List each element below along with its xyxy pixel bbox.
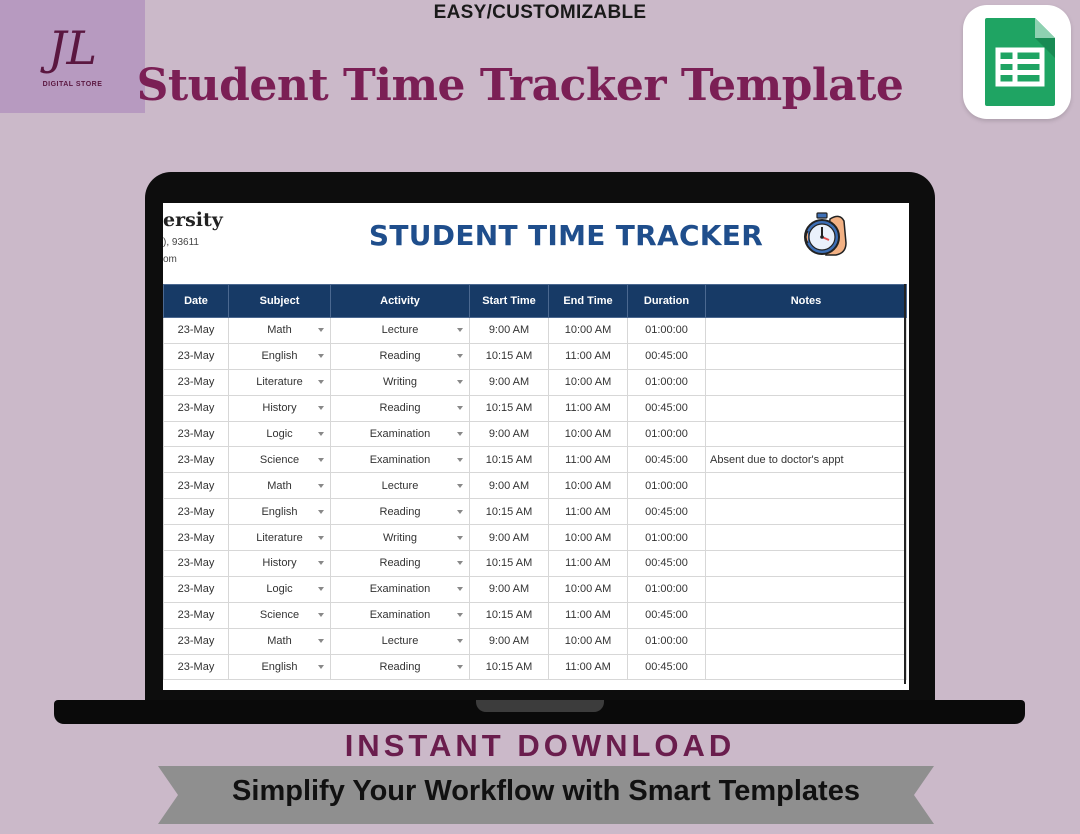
cell-activity[interactable] — [331, 318, 470, 344]
cell-subject[interactable] — [229, 395, 331, 421]
cell-start-time[interactable] — [470, 318, 549, 344]
cell-subject-value: Literature — [256, 376, 303, 389]
cell-end-time-value: 10:00 AM — [564, 376, 612, 389]
caret-down-icon[interactable] — [318, 561, 324, 565]
caret-down-icon[interactable] — [457, 587, 463, 591]
cell-date[interactable] — [164, 395, 229, 421]
table-row — [164, 499, 907, 525]
cell-end-time-value: 10:00 AM — [564, 479, 612, 492]
cell-end-time-value: 11:00 AM — [565, 557, 611, 570]
cell-subject-value: English — [261, 505, 298, 518]
caret-down-icon[interactable] — [318, 328, 324, 332]
cell-duration[interactable] — [628, 654, 706, 680]
cell-start-time-value: 9:00 AM — [488, 635, 530, 648]
cell-subject[interactable] — [229, 318, 331, 344]
column-header-date[interactable]: Date — [164, 285, 229, 318]
table-row — [164, 654, 907, 680]
caret-down-icon[interactable] — [457, 458, 463, 462]
cell-duration-value: 01:00:00 — [645, 479, 688, 492]
cell-duration-value: 01:00:00 — [645, 635, 688, 648]
cell-end-time-value: 11:00 AM — [565, 402, 611, 415]
cell-activity[interactable] — [331, 499, 470, 525]
time-tracker-table — [163, 284, 907, 680]
cell-start-time[interactable] — [470, 654, 549, 680]
cell-end-time-value: 11:00 AM — [565, 453, 611, 466]
cell-subject-value: History — [262, 402, 297, 415]
cell-date[interactable] — [164, 447, 229, 473]
cell-activity-value: Lecture — [381, 635, 419, 648]
cell-notes[interactable] — [706, 602, 907, 628]
cell-date[interactable] — [164, 369, 229, 395]
table-row — [164, 369, 907, 395]
cell-start-time[interactable] — [470, 525, 549, 551]
cell-notes[interactable] — [706, 421, 907, 447]
cell-end-time[interactable] — [549, 628, 628, 654]
cell-date-value: 23-May — [177, 661, 215, 674]
cell-notes[interactable] — [706, 628, 907, 654]
cell-duration-value: 01:00:00 — [645, 428, 688, 440]
cell-duration-value: 01:00:00 — [645, 531, 688, 544]
cell-duration-value: 00:45:00 — [645, 402, 688, 415]
cell-subject-value: History — [262, 557, 297, 570]
caret-down-icon[interactable] — [457, 484, 463, 488]
cell-end-time[interactable] — [549, 602, 628, 628]
cell-start-time-value: 9:00 AM — [488, 531, 530, 544]
caret-down-icon[interactable] — [318, 458, 324, 462]
cell-subject[interactable] — [229, 447, 331, 473]
cell-end-time[interactable] — [549, 576, 628, 602]
logo-monogram: JL — [48, 21, 97, 75]
cell-start-time-value: 9:00 AM — [488, 324, 530, 337]
caret-down-icon[interactable] — [318, 536, 324, 540]
cell-end-time[interactable] — [549, 395, 628, 421]
cell-activity-value: Lecture — [381, 479, 419, 492]
cell-duration[interactable] — [628, 576, 706, 602]
cell-end-time-value: 11:00 AM — [565, 505, 611, 518]
caret-down-icon[interactable] — [457, 432, 463, 436]
cell-date-value: 23-May — [177, 324, 215, 337]
cell-notes[interactable] — [706, 654, 907, 680]
cell-activity[interactable] — [331, 551, 470, 577]
table-right-border — [904, 284, 906, 684]
cell-subject-value: Math — [267, 635, 292, 648]
caret-down-icon[interactable] — [457, 406, 463, 410]
caret-down-icon[interactable] — [318, 406, 324, 410]
caret-down-icon[interactable] — [457, 328, 463, 332]
cell-duration-value: 01:00:00 — [645, 583, 688, 596]
column-header-duration[interactable]: Duration — [628, 285, 706, 318]
cell-end-time-value: 10:00 AM — [564, 324, 612, 337]
university-email: om — [163, 254, 177, 265]
cell-subject-value: Math — [267, 479, 292, 492]
table-row — [164, 551, 907, 577]
caret-down-icon[interactable] — [457, 510, 463, 514]
cell-subject-value: English — [261, 661, 298, 674]
cell-notes[interactable] — [706, 551, 907, 577]
cell-date[interactable] — [164, 628, 229, 654]
cell-duration[interactable] — [628, 499, 706, 525]
caret-down-icon[interactable] — [457, 536, 463, 540]
cell-date[interactable] — [164, 499, 229, 525]
cell-date-value: 23-May — [177, 583, 215, 596]
cell-date[interactable] — [164, 654, 229, 680]
cell-subject-value: Logic — [266, 583, 293, 596]
cell-start-time[interactable] — [470, 499, 549, 525]
cell-date[interactable] — [164, 576, 229, 602]
caret-down-icon[interactable] — [457, 380, 463, 384]
cell-notes[interactable] — [706, 447, 907, 473]
cell-start-time-value: 9:00 AM — [488, 428, 530, 440]
cell-duration-value: 00:45:00 — [645, 350, 688, 363]
spreadsheet-screen — [163, 203, 909, 690]
cell-date-value: 23-May — [177, 505, 215, 518]
cell-end-time[interactable] — [549, 499, 628, 525]
caret-down-icon[interactable] — [318, 510, 324, 514]
cell-start-time-value: 9:00 AM — [488, 583, 530, 596]
cell-duration-value: 00:45:00 — [645, 453, 688, 466]
cell-subject[interactable] — [229, 628, 331, 654]
table-row — [164, 576, 907, 602]
cell-end-time[interactable] — [549, 421, 628, 447]
stopwatch-icon — [800, 209, 852, 266]
caret-down-icon[interactable] — [318, 432, 324, 436]
cell-start-time[interactable] — [470, 369, 549, 395]
cell-activity-value: Reading — [379, 505, 421, 518]
cell-notes[interactable] — [706, 525, 907, 551]
cell-duration[interactable] — [628, 395, 706, 421]
cell-start-time[interactable] — [470, 447, 549, 473]
cell-subject-value: Logic — [266, 428, 293, 440]
cell-start-time[interactable] — [470, 473, 549, 499]
top-caption: EASY/CUSTOMIZABLE — [433, 2, 647, 23]
cell-end-time[interactable] — [549, 369, 628, 395]
caret-down-icon[interactable] — [318, 613, 324, 617]
cell-start-time-value: 10:15 AM — [485, 557, 533, 570]
cell-subject[interactable] — [229, 473, 331, 499]
cell-start-time-value: 10:15 AM — [485, 661, 533, 674]
cell-subject[interactable] — [229, 421, 331, 447]
cell-end-time[interactable] — [549, 654, 628, 680]
column-header-activity[interactable]: Activity — [331, 285, 470, 318]
google-sheets-icon — [963, 5, 1071, 119]
cell-start-time[interactable] — [470, 421, 549, 447]
cell-start-time[interactable] — [470, 628, 549, 654]
caret-down-icon[interactable] — [318, 665, 324, 669]
cell-subject[interactable] — [229, 525, 331, 551]
cell-subject-value: Science — [259, 453, 300, 466]
table-row — [164, 318, 907, 344]
cell-activity[interactable] — [331, 576, 470, 602]
cell-notes[interactable] — [706, 395, 907, 421]
cell-start-time-value: 10:15 AM — [485, 609, 533, 622]
cell-duration[interactable] — [628, 447, 706, 473]
column-header-notes[interactable]: Notes — [706, 285, 907, 318]
cell-duration[interactable] — [628, 343, 706, 369]
cell-end-time[interactable] — [549, 343, 628, 369]
cell-subject-value: English — [261, 350, 298, 363]
cell-duration[interactable] — [628, 421, 706, 447]
cell-date-value: 23-May — [177, 479, 215, 492]
cell-subject[interactable] — [229, 576, 331, 602]
cell-date[interactable] — [164, 551, 229, 577]
cell-duration-value: 00:45:00 — [645, 609, 688, 622]
caret-down-icon[interactable] — [318, 484, 324, 488]
cell-activity[interactable] — [331, 525, 470, 551]
cell-subject-value: Science — [259, 609, 300, 622]
cell-activity-value: Examination — [369, 609, 431, 622]
tracker-title: STUDENT TIME TRACKER — [368, 219, 764, 252]
cell-notes[interactable] — [706, 576, 907, 602]
table-row — [164, 473, 907, 499]
logo-subtitle: DIGITAL STORE — [42, 81, 103, 88]
instant-download-label: INSTANT DOWNLOAD — [344, 728, 736, 763]
cell-date[interactable] — [164, 473, 229, 499]
cell-date[interactable] — [164, 525, 229, 551]
table-row — [164, 525, 907, 551]
cell-duration[interactable] — [628, 602, 706, 628]
cell-subject[interactable] — [229, 369, 331, 395]
table-row — [164, 421, 907, 447]
cell-activity[interactable] — [331, 447, 470, 473]
caret-down-icon[interactable] — [318, 587, 324, 591]
cell-activity-value: Reading — [379, 402, 421, 415]
caret-down-icon[interactable] — [457, 561, 463, 565]
cell-end-time-value: 10:00 AM — [564, 428, 612, 440]
cell-end-time-value: 10:00 AM — [564, 635, 612, 648]
cell-activity[interactable] — [331, 654, 470, 680]
column-header-end-time[interactable]: End Time — [549, 285, 628, 318]
cell-subject[interactable] — [229, 499, 331, 525]
cell-activity[interactable] — [331, 395, 470, 421]
cell-subject[interactable] — [229, 654, 331, 680]
cell-notes[interactable] — [706, 499, 907, 525]
cell-activity-value: Examination — [369, 428, 431, 440]
cell-activity[interactable] — [331, 628, 470, 654]
cell-activity-value: Writing — [382, 376, 418, 389]
cell-start-time[interactable] — [470, 602, 549, 628]
cell-start-time[interactable] — [470, 343, 549, 369]
cell-activity[interactable] — [331, 421, 470, 447]
cell-date-value: 23-May — [177, 350, 215, 363]
cell-activity-value: Writing — [382, 531, 418, 544]
cell-duration-value: 00:45:00 — [645, 661, 688, 674]
cell-activity[interactable] — [331, 343, 470, 369]
cell-start-time-value: 9:00 AM — [488, 479, 530, 492]
cell-activity[interactable] — [331, 473, 470, 499]
cell-duration[interactable] — [628, 369, 706, 395]
table-header-row — [164, 285, 907, 318]
caret-down-icon[interactable] — [457, 639, 463, 643]
page-headline: Student Time Tracker Template — [136, 60, 904, 111]
cell-start-time[interactable] — [470, 395, 549, 421]
cell-date-value: 23-May — [177, 428, 215, 440]
cell-activity-value: Reading — [379, 557, 421, 570]
cell-notes[interactable] — [706, 473, 907, 499]
cell-activity-value: Reading — [379, 661, 421, 674]
cell-duration-value: 01:00:00 — [645, 324, 688, 337]
cell-start-time-value: 10:15 AM — [485, 453, 533, 466]
tagline-text: Simplify Your Workflow with Smart Templates — [232, 775, 860, 807]
cell-notes[interactable] — [706, 318, 907, 344]
cell-duration-value: 00:45:00 — [645, 505, 688, 518]
cell-date-value: 23-May — [177, 531, 215, 544]
caret-down-icon[interactable] — [318, 380, 324, 384]
cell-subject-value: Math — [267, 324, 292, 337]
cell-activity-value: Examination — [369, 583, 431, 596]
cell-duration[interactable] — [628, 628, 706, 654]
cell-end-time[interactable] — [549, 551, 628, 577]
cell-end-time-value: 11:00 AM — [565, 661, 611, 674]
caret-down-icon[interactable] — [318, 639, 324, 643]
cell-duration-value: 01:00:00 — [645, 376, 688, 389]
cell-end-time[interactable] — [549, 447, 628, 473]
column-header-start-time[interactable]: Start Time — [470, 285, 549, 318]
cell-subject-value: Literature — [256, 531, 303, 544]
table-row — [164, 602, 907, 628]
cell-end-time[interactable] — [549, 525, 628, 551]
cell-end-time[interactable] — [549, 318, 628, 344]
laptop-notch — [476, 700, 604, 712]
cell-activity-value: Lecture — [381, 324, 419, 337]
cell-date-value: 23-May — [177, 376, 215, 389]
cell-duration[interactable] — [628, 525, 706, 551]
cell-subject[interactable] — [229, 602, 331, 628]
cell-notes[interactable] — [706, 369, 907, 395]
cell-activity[interactable] — [331, 602, 470, 628]
cell-activity-value: Examination — [369, 453, 431, 466]
cell-start-time-value: 9:00 AM — [488, 376, 530, 389]
cell-end-time-value: 10:00 AM — [564, 583, 612, 596]
cell-date-value: 23-May — [177, 453, 215, 466]
cell-start-time[interactable] — [470, 576, 549, 602]
university-address: ), 93611 — [163, 237, 199, 248]
table-row — [164, 343, 907, 369]
cell-notes[interactable] — [706, 343, 907, 369]
cell-date[interactable] — [164, 421, 229, 447]
cell-duration-value: 00:45:00 — [645, 557, 688, 570]
cell-subject[interactable] — [229, 551, 331, 577]
cell-start-time[interactable] — [470, 551, 549, 577]
cell-subject[interactable] — [229, 343, 331, 369]
cell-duration[interactable] — [628, 318, 706, 344]
table-row — [164, 395, 907, 421]
table-row — [164, 447, 907, 473]
cell-duration[interactable] — [628, 551, 706, 577]
cell-end-time-value: 11:00 AM — [565, 350, 611, 363]
caret-down-icon[interactable] — [457, 354, 463, 358]
caret-down-icon[interactable] — [457, 613, 463, 617]
cell-end-time-value: 11:00 AM — [565, 609, 611, 622]
cell-date[interactable] — [164, 602, 229, 628]
table-row — [164, 628, 907, 654]
caret-down-icon[interactable] — [457, 665, 463, 669]
cell-date-value: 23-May — [177, 609, 215, 622]
cell-start-time-value: 10:15 AM — [485, 350, 533, 363]
column-header-subject[interactable]: Subject — [229, 285, 331, 318]
cell-end-time-value: 10:00 AM — [564, 531, 612, 544]
cell-activity[interactable] — [331, 369, 470, 395]
cell-duration[interactable] — [628, 473, 706, 499]
university-name: ersity — [163, 209, 223, 231]
cell-end-time[interactable] — [549, 473, 628, 499]
cell-date-value: 23-May — [177, 402, 215, 415]
cell-date-value: 23-May — [177, 635, 215, 648]
cell-date[interactable] — [164, 318, 229, 344]
cell-date[interactable] — [164, 343, 229, 369]
cell-activity-value: Reading — [379, 350, 421, 363]
caret-down-icon[interactable] — [318, 354, 324, 358]
cell-start-time-value: 10:15 AM — [485, 505, 533, 518]
cell-notes-value: Absent due to doctor's appt — [710, 453, 844, 466]
cell-start-time-value: 10:15 AM — [485, 402, 533, 415]
cell-date-value: 23-May — [177, 557, 215, 570]
